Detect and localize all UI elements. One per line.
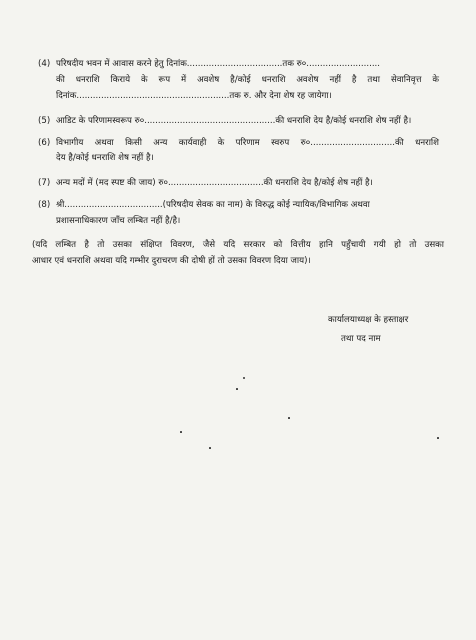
item-6-line-1: विभागीय अथवा किसी अन्य कार्यवाही के परिणाम स्वरुप रु०...............................की धनराशि <box>56 138 439 148</box>
designation-label: तथा पद नाम <box>341 334 381 344</box>
item-8-number: (8) <box>38 200 51 210</box>
scan-speck <box>243 377 245 379</box>
note-line-2: आधार एवं धनराशि अथवा यदि गम्भीर दुराचरण की दोषी हों तो उसका विवरण दिया जाय)। <box>32 256 311 266</box>
item-4-number: (4) <box>38 59 51 69</box>
item-4-line-1: परिषदीय भवन में आवास करने हेतु दिनांक...................................तक रु०........................... <box>56 59 381 69</box>
scan-speck <box>236 388 238 390</box>
item-7-number: (7) <box>38 178 51 188</box>
item-7-line-1: अन्य मदों में (मद स्पष्ट की जाय) रु०...................................की धनराशि देय है/कोई शेष नहीं है। <box>56 178 373 188</box>
item-8-line-1: श्री....................................(परिषदीय सेवक का नाम) के विरुद्ध कोई न्यायिक/विभागिक अथवा <box>56 200 370 210</box>
item-5-line-1: आडिट के परिणामस्वरूप रु०................................................की धनराशि देय है/कोई धनराशि शेष नहीं है। <box>56 116 412 126</box>
scan-speck <box>180 431 182 433</box>
item-5-number: (5) <box>38 116 51 126</box>
note-line-1: (यदि लम्बित है तो उसका संक्षिप्त विवरण, जैसे यदि सरकार को वित्तीय हानि पहुँचायी गयी हो तो उसका <box>32 240 444 250</box>
scan-speck <box>288 417 290 419</box>
item-6-number: (6) <box>38 138 51 148</box>
scan-speck <box>209 447 211 449</box>
item-8-line-2: प्रशासनाधिकारण जाँच लम्बित नहीं है/है। <box>56 216 181 226</box>
item-4-line-2: की धनराशि किराये के रूप में अवशेष है/कोई धनराशि अवशेष नहीं है तथा सेवानिवृत्त के <box>56 75 439 85</box>
signature-label: कार्यालयाध्यक्ष के हस्ताक्षर <box>328 315 409 325</box>
item-6-line-2: देय है/कोई धनराशि शेष नहीं है। <box>56 153 154 163</box>
item-4-line-3: दिनांक........................................................तक रु. और देना शेष रह जायेगा। <box>56 91 332 101</box>
scan-speck <box>437 437 439 439</box>
